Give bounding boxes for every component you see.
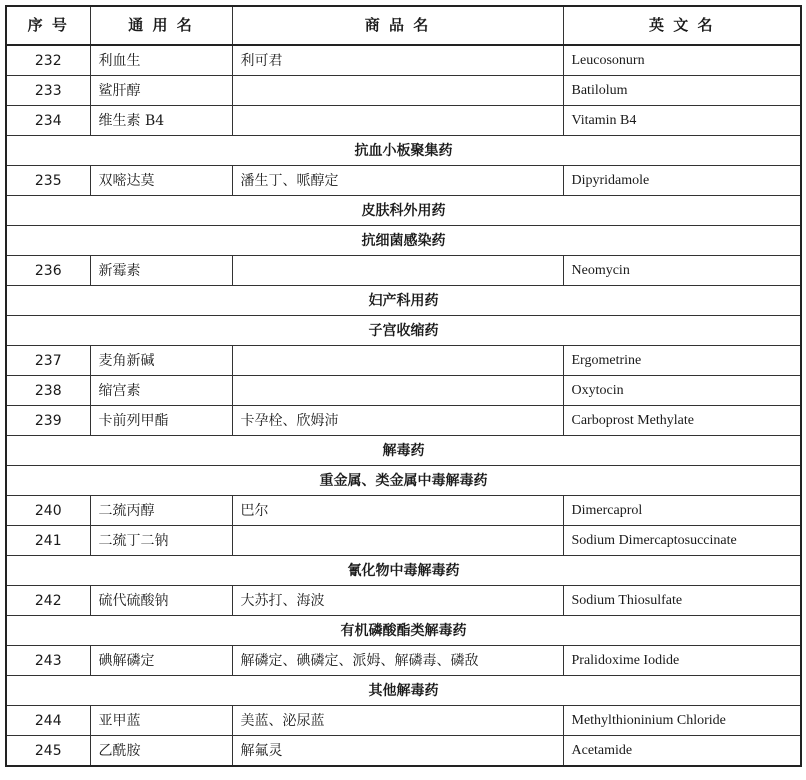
serial-number-cell: 245: [6, 736, 90, 767]
category-label: 皮肤科外用药: [6, 196, 801, 226]
category-row: [6, 676, 801, 706]
category-label: 抗血小板聚集药: [6, 136, 801, 166]
header-english-name: 英 文 名: [563, 6, 801, 45]
english-name-cell: Carboprost Methylate: [563, 406, 801, 436]
generic-name-cell: 卡前列甲酯: [90, 406, 232, 436]
trade-name-cell: [232, 526, 563, 556]
drug-row: [6, 706, 801, 736]
trade-name-cell: [232, 256, 563, 286]
serial-number-cell: 242: [6, 586, 90, 616]
trade-name-cell: 利可君: [232, 45, 563, 76]
category-row: [6, 286, 801, 316]
category-row: [6, 466, 801, 496]
english-name-cell: Ergometrine: [563, 346, 801, 376]
drug-row: [6, 586, 801, 616]
english-name-cell: Neomycin: [563, 256, 801, 286]
drug-row: [6, 646, 801, 676]
serial-number-cell: 239: [6, 406, 90, 436]
drug-row: [6, 76, 801, 106]
category-label: 解毒药: [6, 436, 801, 466]
generic-name-cell: 亚甲蓝: [90, 706, 232, 736]
trade-name-cell: 潘生丁、哌醇定: [232, 166, 563, 196]
trade-name-cell: [232, 76, 563, 106]
serial-number-cell: 244: [6, 706, 90, 736]
category-label: 其他解毒药: [6, 676, 801, 706]
category-row: [6, 436, 801, 466]
generic-name-cell: 双嘧达莫: [90, 166, 232, 196]
serial-number-cell: 243: [6, 646, 90, 676]
serial-number-cell: 240: [6, 496, 90, 526]
serial-number-cell: 234: [6, 106, 90, 136]
generic-name-cell: 碘解磷定: [90, 646, 232, 676]
generic-name-cell: 缩宫素: [90, 376, 232, 406]
serial-number-cell: 241: [6, 526, 90, 556]
category-label: 有机磷酸酯类解毒药: [6, 616, 801, 646]
trade-name-cell: [232, 346, 563, 376]
english-name-cell: Vitamin B4: [563, 106, 801, 136]
serial-number-cell: 236: [6, 256, 90, 286]
english-name-cell: Dipyridamole: [563, 166, 801, 196]
category-label: 重金属、类金属中毒解毒药: [6, 466, 801, 496]
generic-name-cell: 利血生: [90, 45, 232, 76]
drug-row: [6, 406, 801, 436]
serial-number-cell: 235: [6, 166, 90, 196]
english-name-cell: Sodium Dimercaptosuccinate: [563, 526, 801, 556]
trade-name-cell: 解氟灵: [232, 736, 563, 767]
generic-name-cell: 硫代硫酸钠: [90, 586, 232, 616]
category-label: 抗细菌感染药: [6, 226, 801, 256]
category-label: 子宫收缩药: [6, 316, 801, 346]
drug-row: [6, 166, 801, 196]
header-generic-name: 通 用 名: [90, 6, 232, 45]
drug-row: [6, 526, 801, 556]
category-row: [6, 316, 801, 346]
english-name-cell: Acetamide: [563, 736, 801, 767]
category-row: [6, 556, 801, 586]
drug-row: [6, 346, 801, 376]
trade-name-cell: 解磷定、碘磷定、派姆、解磷毒、磷敌: [232, 646, 563, 676]
generic-name-cell: 乙酰胺: [90, 736, 232, 767]
category-label: 氰化物中毒解毒药: [6, 556, 801, 586]
drug-row: [6, 45, 801, 76]
drug-row: [6, 736, 801, 767]
generic-name-cell: 二巯丙醇: [90, 496, 232, 526]
drug-row: [6, 106, 801, 136]
serial-number-cell: 237: [6, 346, 90, 376]
header-row: [6, 6, 801, 45]
drug-catalog-table: [5, 5, 802, 767]
english-name-cell: Pralidoxime Iodide: [563, 646, 801, 676]
generic-name-cell: 新霉素: [90, 256, 232, 286]
category-row: [6, 226, 801, 256]
generic-name-cell: 维生素 B4: [90, 106, 232, 136]
drug-row: [6, 256, 801, 286]
trade-name-cell: 大苏打、海波: [232, 586, 563, 616]
table-body: [6, 45, 801, 766]
trade-name-cell: 卡孕栓、欣姆沛: [232, 406, 563, 436]
english-name-cell: Oxytocin: [563, 376, 801, 406]
category-row: [6, 196, 801, 226]
english-name-cell: Batilolum: [563, 76, 801, 106]
trade-name-cell: [232, 376, 563, 406]
trade-name-cell: 美蓝、泌尿蓝: [232, 706, 563, 736]
drug-row: [6, 496, 801, 526]
drug-row: [6, 376, 801, 406]
category-label: 妇产科用药: [6, 286, 801, 316]
category-row: [6, 136, 801, 166]
header-trade-name: 商 品 名: [232, 6, 563, 45]
serial-number-cell: 233: [6, 76, 90, 106]
english-name-cell: Leucosonurn: [563, 45, 801, 76]
generic-name-cell: 二巯丁二钠: [90, 526, 232, 556]
generic-name-cell: 麦角新碱: [90, 346, 232, 376]
trade-name-cell: [232, 106, 563, 136]
serial-number-cell: 238: [6, 376, 90, 406]
trade-name-cell: 巴尔: [232, 496, 563, 526]
english-name-cell: Dimercaprol: [563, 496, 801, 526]
generic-name-cell: 鲨肝醇: [90, 76, 232, 106]
english-name-cell: Methylthioninium Chloride: [563, 706, 801, 736]
english-name-cell: Sodium Thiosulfate: [563, 586, 801, 616]
serial-number-cell: 232: [6, 45, 90, 76]
header-serial-number: 序 号: [6, 6, 90, 45]
category-row: [6, 616, 801, 646]
